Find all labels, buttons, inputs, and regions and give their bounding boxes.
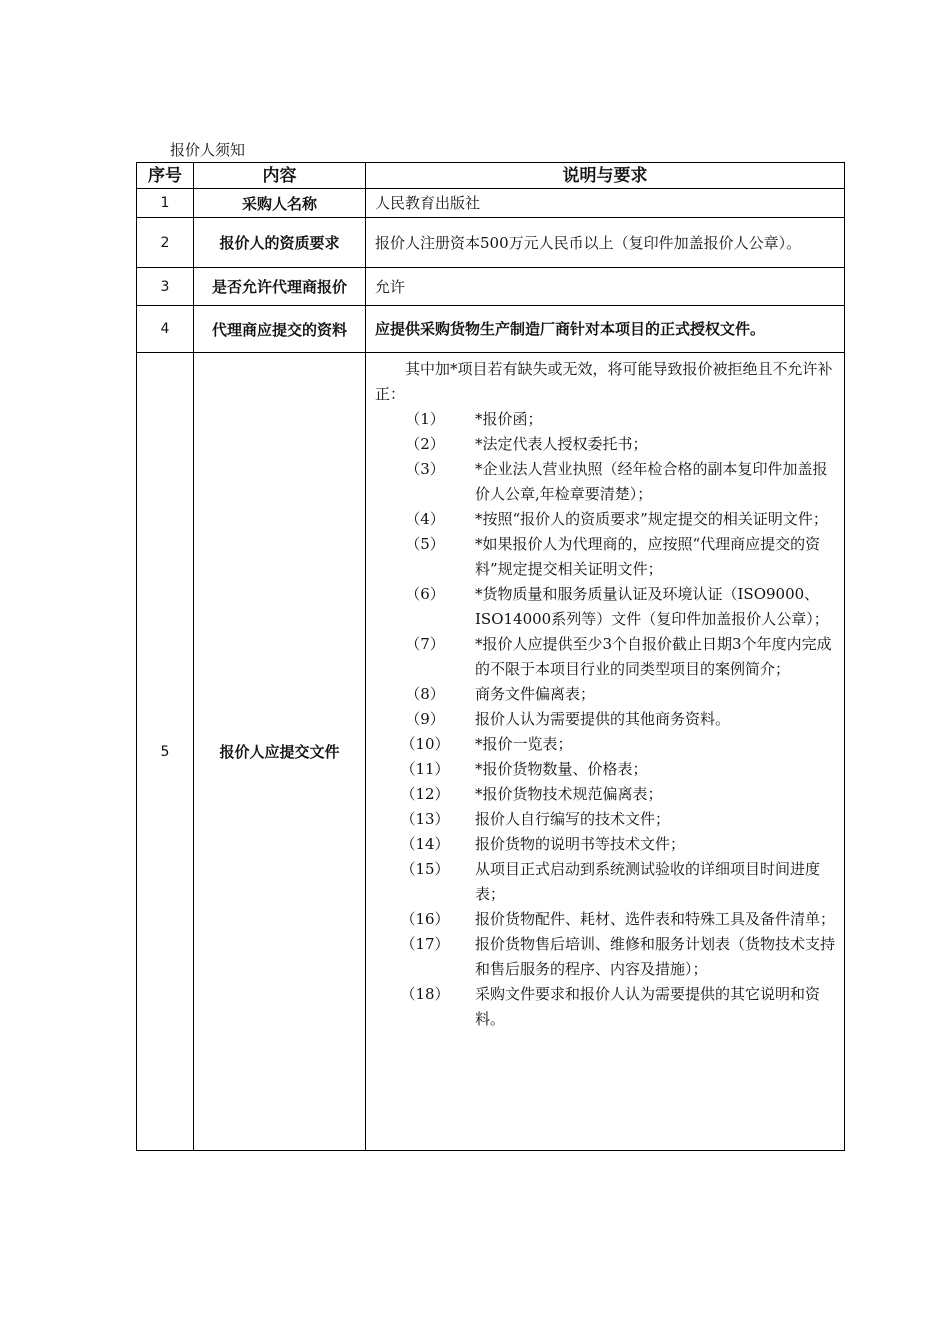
list-item-number: （16） — [400, 910, 450, 928]
list-item-text: *企业法人营业执照（经年检合格的副本复印件加盖报价人公章,年检章要清楚）； — [475, 460, 828, 503]
list-item-number: （9） — [405, 710, 445, 728]
list-item-number: （17） — [400, 935, 450, 953]
list-item — [375, 832, 835, 857]
list-item-text: *如果报价人为代理商的，应按照“代理商应提交的资料”规定提交相关证明文件； — [475, 535, 821, 578]
list-item-number: （3） — [405, 460, 445, 478]
list-item-text: 商务文件偏离表； — [475, 685, 596, 703]
list-item — [375, 932, 835, 982]
row-number: 2 — [137, 218, 194, 268]
list-item — [375, 682, 835, 707]
list-item-number: （5） — [405, 535, 445, 553]
list-item-text: *报价货物数量、价格表； — [475, 760, 648, 778]
list-item — [375, 732, 835, 757]
list-item-text: *货物质量和服务质量认证及环境认证（ISO9000、ISO14000系列等）文件（复印件加盖报价人公章）； — [475, 585, 829, 628]
list-item — [375, 982, 835, 1032]
table-row — [137, 189, 845, 218]
row-description: 应提供采购货物生产制造厂商针对本项目的正式授权文件。 — [366, 306, 845, 353]
list-item-number: （15） — [400, 860, 450, 878]
submission-intro: 其中加*项目若有缺失或无效，将可能导致报价被拒绝且不允许补正： — [375, 360, 833, 403]
row-number: 3 — [137, 268, 194, 306]
table-header-row — [137, 163, 845, 189]
row-label: 报价人的资质要求 — [194, 218, 366, 268]
list-item-text: 报价人自行编写的技术文件； — [475, 810, 671, 828]
list-item-text: *报价函； — [475, 410, 543, 428]
list-item-text: *报价人应提供至少3个自报价截止日期3个年度内完成的不限于本项目行业的同类型项目的案例简介； — [475, 635, 832, 678]
list-item-text: *法定代表人授权委托书； — [475, 435, 648, 453]
table-row — [137, 306, 845, 353]
list-item-number: （14） — [400, 835, 450, 853]
list-item-text: 报价人认为需要提供的其他商务资料。 — [475, 710, 731, 728]
list-item — [375, 457, 835, 507]
requirements-table — [136, 162, 845, 1151]
list-item — [375, 782, 835, 807]
list-item — [375, 507, 835, 532]
list-item — [375, 582, 835, 632]
row-number: 4 — [137, 306, 194, 353]
list-item-number: （12） — [400, 785, 450, 803]
row-description: 报价人注册资本500万元人民币以上（复印件加盖报价人公章）。 — [366, 218, 845, 268]
submission-list — [375, 407, 835, 1050]
list-item — [375, 532, 835, 582]
row-label: 报价人应提交文件 — [194, 353, 366, 1151]
row-number: 5 — [137, 353, 194, 1151]
list-item-number: （2） — [405, 435, 445, 453]
list-item-text: 报价货物售后培训、维修和服务计划表（货物技术支持和售后服务的程序、内容及措施）； — [475, 935, 836, 978]
list-item-text: *报价货物技术规范偏离表； — [475, 785, 663, 803]
list-item-number: （4） — [405, 510, 445, 528]
list-item-text: *报价一览表； — [475, 735, 573, 753]
list-item-number: （11） — [400, 760, 450, 778]
list-item-number: （7） — [405, 635, 445, 653]
list-item-number: （6） — [405, 585, 445, 603]
list-item-number: （13） — [400, 810, 450, 828]
document-title: 报价人须知 — [170, 141, 246, 159]
list-item — [375, 407, 835, 432]
list-item-text: 报价货物的说明书等技术文件； — [475, 835, 686, 853]
submission-list-cell — [366, 353, 845, 1151]
header-content: 内容 — [194, 163, 366, 189]
row-label: 是否允许代理商报价 — [194, 268, 366, 306]
row-label: 代理商应提交的资料 — [194, 306, 366, 353]
list-item-number: （1） — [405, 410, 445, 428]
list-item-number: （10） — [400, 735, 450, 753]
list-item — [375, 757, 835, 782]
list-item-text: 报价货物配件、耗材、选件表和特殊工具及备件清单； — [475, 910, 836, 928]
list-item-text: *按照“报价人的资质要求”规定提交的相关证明文件； — [475, 510, 828, 528]
row-description: 人民教育出版社 — [366, 189, 845, 218]
list-item — [375, 707, 835, 732]
list-item — [375, 807, 835, 832]
row-number: 1 — [137, 189, 194, 218]
header-number: 序号 — [137, 163, 194, 189]
table-row — [137, 353, 845, 1151]
list-item — [375, 432, 835, 457]
header-requirements: 说明与要求 — [366, 163, 845, 189]
list-item — [375, 857, 835, 907]
row-description: 允许 — [366, 268, 845, 306]
table-row — [137, 268, 845, 306]
list-item-text: 从项目正式启动到系统测试验收的详细项目时间进度表； — [475, 860, 821, 903]
row-label: 采购人名称 — [194, 189, 366, 218]
list-item — [375, 907, 835, 932]
list-item-number: （18） — [400, 985, 450, 1003]
list-item-text: 采购文件要求和报价人认为需要提供的其它说明和资料。 — [475, 985, 821, 1028]
list-item — [375, 632, 835, 682]
table-row — [137, 218, 845, 268]
list-item-number: （8） — [405, 685, 445, 703]
